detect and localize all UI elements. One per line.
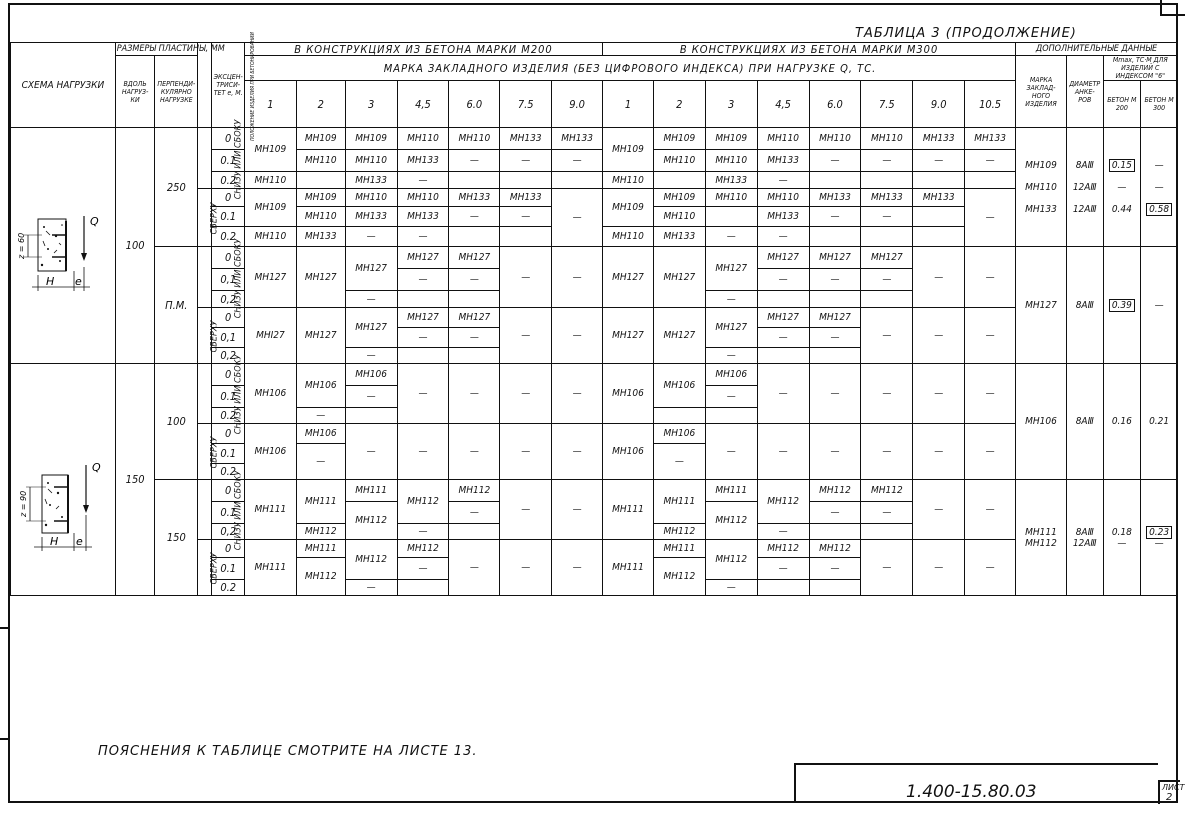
dash-cell: — — [345, 291, 397, 308]
header-m300: В КОНСТРУКЦИЯХ ИЗ БЕТОНА МАРКИ М300 — [603, 43, 1016, 56]
dash-cell: — — [705, 291, 757, 308]
dash-cell: — — [861, 269, 913, 291]
mark-cell: МН127 — [861, 247, 913, 269]
mark-cell: МН127 — [757, 308, 809, 328]
mark-cell: МН111 — [603, 480, 654, 540]
ecc-value: 0 — [212, 128, 245, 150]
mark-cell: МН110 — [705, 150, 757, 172]
load-200-6: 6.0 — [449, 81, 500, 128]
mark-cell: МН127 — [757, 247, 809, 269]
dash-cell: — — [965, 189, 1016, 247]
mark-cell: МН127 — [705, 247, 757, 291]
load-200-4-5: 4,5 — [397, 81, 449, 128]
mark-cell: МН109 — [345, 128, 397, 150]
ecc-value: 0.1 — [212, 444, 245, 464]
mark-cell: МН106 — [653, 364, 705, 408]
load-200-7-5: 7.5 — [500, 81, 552, 128]
mark-cell: МН106 — [345, 364, 397, 386]
header-plate-size: РАЗМЕРЫ ПЛАСТИНЫ, ММ — [116, 44, 225, 54]
dash-cell: — — [449, 364, 500, 424]
perp-pm: П.М. — [155, 247, 198, 364]
dash-cell: — — [965, 424, 1016, 480]
mark-cell: МН112 — [345, 502, 397, 540]
load-200-3: 3 — [345, 81, 397, 128]
mark-cell: МН109 — [705, 128, 757, 150]
title-block — [794, 763, 1158, 803]
extra-b300-c: 0.21 — [1141, 364, 1178, 480]
mark-cell: МН110 — [757, 128, 809, 150]
mark-cell: МН127 — [345, 308, 397, 348]
dash-cell: — — [397, 524, 449, 540]
mark-cell: МН133 — [397, 207, 449, 227]
mark-cell: МН110 — [296, 150, 345, 172]
mark-cell: МН110 — [397, 189, 449, 207]
load-scheme-2 — [11, 364, 116, 596]
mark-cell: МН111 — [653, 480, 705, 524]
mark-cell: МН133 — [757, 150, 809, 172]
dash-cell: — — [500, 207, 552, 227]
header-beton-300: БЕТОН М 300 — [1141, 81, 1178, 128]
dash-cell: — — [552, 308, 603, 364]
ecc-value: 0,1 — [212, 328, 245, 348]
mark-cell: МН127 — [653, 247, 705, 308]
dash-cell: — — [705, 227, 757, 247]
pos-bottom: СНИЗУ ИЛИ СБОКУ — [198, 128, 212, 189]
scheme-h-label: H — [50, 534, 59, 548]
dash-cell: — — [809, 207, 861, 227]
dash-cell: — — [757, 172, 809, 189]
mark-cell: МН106 — [244, 424, 296, 480]
mark-cell: МН133 — [913, 128, 965, 150]
mark-cell: МН110 — [653, 207, 705, 227]
mark-cell: МН133 — [397, 150, 449, 172]
mark-cell: МН112 — [296, 524, 345, 540]
mark-cell: МН110 — [449, 128, 500, 150]
footnote: ПОЯСНЕНИЯ К ТАБЛИЦЕ СМОТРИТЕ НА ЛИСТЕ 13. — [98, 744, 478, 759]
scheme-z-label: z = 60 — [17, 232, 26, 259]
mark-cell: МН109 — [653, 128, 705, 150]
dash-cell: — — [809, 424, 861, 480]
dash-cell: — — [705, 424, 757, 480]
dash-cell: — — [397, 558, 449, 580]
dash-cell: — — [449, 328, 500, 348]
dash-cell: — — [809, 364, 861, 424]
ecc-value: 0.1 — [212, 150, 245, 172]
dash-cell: — — [397, 424, 449, 480]
header-mmax: Mmax, ТС·М ДЛЯ ИЗДЕЛИЙ С ИНДЕКСОМ "6" — [1103, 56, 1177, 81]
dash-cell: — — [861, 502, 913, 524]
load-300-10-5: 10.5 — [965, 81, 1016, 128]
pos-top: СВЕРХУ — [198, 189, 212, 247]
dash-cell: — — [861, 150, 913, 172]
extra-mark-b: МН127 — [1016, 247, 1067, 364]
perp-250: 250 — [155, 128, 198, 247]
mark-cell: МН110 — [603, 172, 654, 189]
extra-b300-a: — — 0.58 — [1141, 128, 1178, 247]
dash-cell: — — [757, 227, 809, 247]
dash-cell: — — [861, 207, 913, 227]
margin-tick — [0, 738, 8, 740]
dash-cell: — — [965, 247, 1016, 308]
mark-cell: МН109 — [653, 189, 705, 207]
mark-cell: МН133 — [345, 172, 397, 189]
dash-cell: — — [449, 502, 500, 524]
dash-cell: — — [861, 424, 913, 480]
extra-b200-b: 0.39 — [1103, 247, 1141, 364]
mark-cell: МН110 — [861, 128, 913, 150]
dash-cell: — — [861, 308, 913, 364]
mark-cell: МН109 — [296, 128, 345, 150]
ecc-value: 0.2 — [212, 227, 245, 247]
ecc-value: 0,2 — [212, 291, 245, 308]
dash-cell: — — [965, 480, 1016, 540]
dash-cell: — — [861, 540, 913, 596]
table-caption: ТАБЛИЦА 3 (ПРОДОЛЖЕНИЕ) — [855, 26, 1077, 41]
header-extra: ДОПОЛНИТЕЛЬНЫЕ ДАННЫЕ — [1016, 43, 1178, 56]
extra-b200-a: 0.15 — 0.44 — [1103, 128, 1141, 247]
ecc-value: 0.1 — [212, 386, 245, 408]
mark-cell: МН112 — [296, 558, 345, 596]
mark-cell: МНI27 — [244, 308, 296, 364]
ecc-value: 0 — [212, 540, 245, 558]
dash-cell: — — [500, 424, 552, 480]
load-scheme-1 — [11, 128, 116, 364]
dash-cell: — — [653, 444, 705, 480]
dash-cell: — — [757, 269, 809, 291]
mark-cell: МН133 — [705, 172, 757, 189]
extra-b200-c: 0.16 — [1103, 364, 1141, 480]
mark-cell: МН112 — [757, 480, 809, 524]
dash-cell: — — [449, 424, 500, 480]
ecc-value: 0,2 — [212, 348, 245, 364]
mark-cell: МН127 — [809, 247, 861, 269]
header-perp: ПЕРПЕНДИ- КУЛЯРНО НАГРУЗКЕ — [155, 56, 198, 128]
dash-cell: — — [500, 308, 552, 364]
dash-cell: — — [397, 364, 449, 424]
extra-mark-c: МН106 — [1016, 364, 1067, 480]
ecc-value: 0,1 — [212, 269, 245, 291]
mark-cell: МН106 — [705, 364, 757, 386]
dash-cell: — — [345, 580, 397, 596]
dash-cell: — — [449, 150, 500, 172]
mark-cell: МН110 — [603, 227, 654, 247]
dash-cell: — — [449, 207, 500, 227]
dash-cell: — — [809, 269, 861, 291]
dash-cell: — — [397, 172, 449, 189]
mark-cell: МН111 — [705, 480, 757, 502]
mark-cell: МН112 — [345, 540, 397, 580]
dash-cell: — — [345, 386, 397, 408]
sheet-number-cell — [1158, 780, 1185, 804]
load-300-9: 9.0 — [913, 81, 965, 128]
dash-cell: — — [345, 227, 397, 247]
load-300-4-5: 4,5 — [757, 81, 809, 128]
mark-cell: МН106 — [296, 364, 345, 408]
mark-cell: МН110 — [757, 189, 809, 207]
load-300-3: 3 — [705, 81, 757, 128]
mark-cell: МН112 — [861, 480, 913, 502]
dash-cell: — — [757, 424, 809, 480]
dash-cell: — — [809, 558, 861, 580]
mark-cell: МН112 — [397, 480, 449, 524]
extra-b300-b: — — [1141, 247, 1178, 364]
dash-cell: — — [965, 364, 1016, 424]
ecc-value: 0.2 — [212, 464, 245, 480]
ecc-value: 0.2 — [212, 408, 245, 424]
pos-bottom: СНИЗУ ИЛИ СБОКУ — [198, 364, 212, 424]
mark-cell: МН106 — [603, 364, 654, 424]
mark-cell: МН110 — [809, 128, 861, 150]
dash-cell: — — [500, 540, 552, 596]
mark-cell: МН112 — [757, 540, 809, 558]
mark-cell: МН127 — [345, 247, 397, 291]
sheet-number: 2 — [1166, 792, 1173, 803]
dash-cell: — — [913, 308, 965, 364]
header-mark-row: МАРКА ЗАКЛАДНОГО ИЗДЕЛИЯ (БЕЗ ЦИФРОВОГО ИНДЕКСА) ПРИ НАГРУЗКЕ Q, ТС. — [244, 56, 1015, 81]
dash-cell: — — [296, 444, 345, 480]
dash-cell: — — [809, 150, 861, 172]
load-300-1: 1 — [603, 81, 654, 128]
mark-cell: МН106 — [244, 364, 296, 424]
dash-cell: — — [552, 424, 603, 480]
drawing-code: 1.400-15.80.03 — [906, 782, 1037, 802]
mark-cell: МН112 — [705, 540, 757, 580]
extra-diam-b: 8AⅢ — [1066, 247, 1103, 364]
load-200-1: 1 — [244, 81, 296, 128]
ecc-value: 0 — [212, 308, 245, 328]
dash-cell: — — [861, 364, 913, 424]
pos-top: СВЕРХУ — [198, 424, 212, 480]
header-beton-200: БЕТОН М 200 — [1103, 81, 1141, 128]
load-200-9: 9.0 — [552, 81, 603, 128]
scheme-e-label: e — [75, 274, 82, 288]
mark-cell: МН112 — [449, 480, 500, 502]
mark-cell: МН133 — [500, 128, 552, 150]
ecc-value: 0.2 — [212, 580, 245, 596]
dash-cell: — — [449, 540, 500, 596]
mark-cell: МН133 — [653, 227, 705, 247]
along-150: 150 — [115, 364, 155, 596]
ecc-value: 0 — [212, 424, 245, 444]
dash-cell: — — [757, 558, 809, 580]
mark-cell: МН112 — [397, 540, 449, 558]
dash-cell: — — [500, 247, 552, 308]
load-300-7-5: 7.5 — [861, 81, 913, 128]
load-200-2: 2 — [296, 81, 345, 128]
dash-cell: — — [552, 247, 603, 308]
mark-cell: МН133 — [913, 189, 965, 207]
dash-cell: — — [965, 308, 1016, 364]
ecc-value: 0.1 — [212, 558, 245, 580]
ecc-value: 0.1 — [212, 502, 245, 524]
mark-cell: МН110 — [296, 207, 345, 227]
dash-cell: — — [449, 269, 500, 291]
dash-cell: — — [913, 480, 965, 540]
dash-cell: — — [913, 540, 965, 596]
mark-cell: МН111 — [603, 540, 654, 596]
pos-bottom: СНИЗУ ИЛИ СБОКУ — [198, 247, 212, 308]
mark-cell: МН133 — [449, 189, 500, 207]
header-scheme: СХЕМА НАГРУЗКИ — [11, 43, 116, 128]
extra-diam-c: 8AⅢ — [1066, 364, 1103, 480]
mark-cell: МН112 — [653, 524, 705, 540]
mark-cell: МН133 — [552, 128, 603, 150]
scheme-q-label: Q — [92, 460, 101, 474]
ecc-value: 0 — [212, 364, 245, 386]
mark-cell: МН111 — [244, 480, 296, 540]
perp-150: 150 — [155, 480, 198, 596]
header-m200: В КОНСТРУКЦИЯХ ИЗ БЕТОНА МАРКИ М200 — [244, 43, 602, 56]
mark-cell: МН127 — [244, 247, 296, 308]
scheme-h-label: H — [46, 274, 55, 288]
mark-cell: МН127 — [603, 308, 654, 364]
dash-cell: — — [552, 540, 603, 596]
ecc-value: 0.2 — [212, 172, 245, 189]
mark-cell: МН127 — [296, 247, 345, 308]
dash-cell: — — [500, 364, 552, 424]
mark-cell: МН127 — [705, 308, 757, 348]
dash-cell: — — [757, 364, 809, 424]
dash-cell: — — [913, 424, 965, 480]
mark-cell: МН106 — [603, 424, 654, 480]
dash-cell: — — [552, 189, 603, 247]
mark-cell: МН127 — [449, 308, 500, 328]
mark-cell: МН110 — [397, 128, 449, 150]
dash-cell: — — [965, 540, 1016, 596]
extra-b300-d: 0.23 — — [1141, 480, 1178, 596]
perp-100: 100 — [155, 364, 198, 480]
mark-cell: МН133 — [861, 189, 913, 207]
mark-cell: МН127 — [603, 247, 654, 308]
mark-cell: МН109 — [244, 128, 296, 172]
mark-cell: МН109 — [296, 189, 345, 207]
pos-top: СВЕРХУ — [198, 540, 212, 596]
dash-cell: — — [705, 580, 757, 596]
scheme-e-label: e — [76, 534, 83, 548]
mark-cell: МН110 — [345, 150, 397, 172]
mark-cell: МН112 — [809, 540, 861, 558]
mark-cell: МН106 — [653, 424, 705, 444]
mark-cell: МН112 — [653, 558, 705, 596]
header-anchor-diameter: ДИАМЕТР АНКЕ- РОВ — [1066, 56, 1103, 128]
mark-cell: МН127 — [296, 308, 345, 364]
scheme-z-label: z = 90 — [19, 490, 28, 517]
mark-cell: МН109 — [603, 128, 654, 172]
mark-cell: МН110 — [653, 150, 705, 172]
dash-cell: — — [345, 348, 397, 364]
mark-cell: МН111 — [345, 480, 397, 502]
mark-cell: МН111 — [244, 540, 296, 596]
mark-cell: МН127 — [449, 247, 500, 269]
load-300-6: 6.0 — [809, 81, 861, 128]
pos-top: СВЕРХУ — [198, 308, 212, 364]
mark-cell: МН133 — [296, 227, 345, 247]
dash-cell: — — [913, 150, 965, 172]
load-300-2: 2 — [653, 81, 705, 128]
extra-marks-d: МН111 МН112 — [1016, 480, 1067, 596]
mark-cell: МН133 — [809, 189, 861, 207]
mark-cell: МН109 — [244, 189, 296, 227]
header-position: ПОЛОЖЕНИЕ ИЗДЕЛИЯ ПРИ БЕТОНИРОВАНИИ — [198, 43, 212, 128]
dash-cell: — — [809, 502, 861, 524]
dash-cell: — — [552, 364, 603, 424]
dash-cell: — — [397, 269, 449, 291]
mark-cell: МН109 — [603, 189, 654, 227]
mark-cell: МН111 — [296, 480, 345, 524]
dash-cell: — — [500, 480, 552, 540]
mark-cell: МН111 — [653, 540, 705, 558]
dash-cell: — — [397, 227, 449, 247]
mark-cell: МН110 — [705, 189, 757, 207]
dash-cell: — — [552, 150, 603, 172]
dash-cell: — — [809, 328, 861, 348]
dash-cell: — — [965, 150, 1016, 172]
pos-bottom: СНИЗУ ИЛИ СБОКУ — [198, 480, 212, 540]
dash-cell: — — [345, 424, 397, 480]
header-along: ВДОЛЬ НАГРУЗ- КИ — [115, 56, 155, 128]
ecc-value: 0,2 — [212, 524, 245, 540]
mark-cell: МН110 — [244, 172, 296, 189]
mark-cell: МН133 — [757, 207, 809, 227]
mark-cell: МН106 — [296, 424, 345, 444]
along-100: 100 — [115, 128, 155, 364]
mark-cell: МН133 — [345, 207, 397, 227]
header-mark-item: МАРКА ЗАКЛАД- НОГО ИЗДЕЛИЯ — [1016, 56, 1067, 128]
dash-cell: — — [705, 386, 757, 408]
dash-cell: — — [913, 247, 965, 308]
extra-diam-a: 8AⅢ 12AⅢ 12AⅢ — [1066, 128, 1103, 247]
mark-cell: МН127 — [397, 247, 449, 269]
mark-cell: МН112 — [809, 480, 861, 502]
extra-diam-d: 8AⅢ 12AⅢ — [1066, 480, 1103, 596]
mark-cell: МН127 — [809, 308, 861, 328]
sheet-label: ЛИСТ — [1162, 783, 1185, 792]
dash-cell: — — [397, 328, 449, 348]
ecc-value: 0 — [212, 189, 245, 207]
dash-cell: — — [552, 480, 603, 540]
dash-cell: — — [296, 408, 345, 424]
mark-cell: МН110 — [345, 189, 397, 207]
dash-cell: — — [500, 150, 552, 172]
dash-cell: — — [705, 348, 757, 364]
corner-box — [1160, 0, 1185, 16]
header-eccentricity: ЭКСЦЕН- ТРИСИ- ТЕТ e, М. — [212, 43, 245, 128]
dash-cell: — — [757, 328, 809, 348]
mark-cell: МН111 — [296, 540, 345, 558]
dash-cell: — — [757, 524, 809, 540]
mark-cell: МН127 — [653, 308, 705, 364]
extra-marks-a: МН109 МН110 МН133 — [1016, 128, 1067, 247]
ecc-value: 0 — [212, 247, 245, 269]
ecc-value: 0.1 — [212, 207, 245, 227]
dash-cell: — — [913, 364, 965, 424]
mark-cell: МН112 — [705, 502, 757, 540]
mark-cell: МН110 — [244, 227, 296, 247]
mark-cell: МН127 — [397, 308, 449, 328]
scheme-q-label: Q — [90, 214, 99, 228]
extra-b200-d: 0.18 — — [1103, 480, 1141, 596]
mark-cell: МН133 — [500, 189, 552, 207]
margin-tick — [0, 627, 8, 629]
ecc-value: 0 — [212, 480, 245, 502]
mark-cell: МН133 — [965, 128, 1016, 150]
